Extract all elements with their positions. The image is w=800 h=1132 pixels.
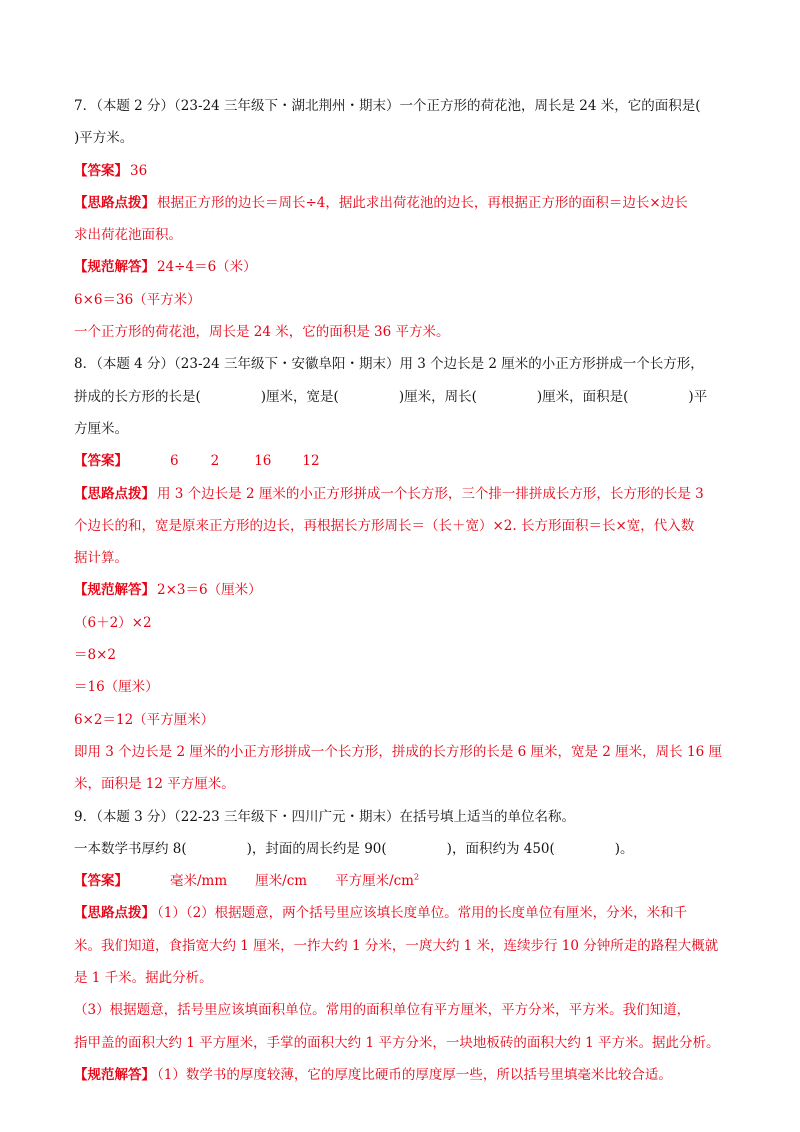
answer-value: 16 xyxy=(254,453,272,470)
hint-tag: 【思路点拨】 xyxy=(74,905,155,922)
answer-value: 36 xyxy=(130,162,148,179)
solution-tag: 【规范解答】 xyxy=(74,259,155,276)
q8-solution-line-5: 6×2＝12（平方厘米） xyxy=(74,711,215,728)
q8-solution-line-2: （6＋2）×2 xyxy=(74,614,152,631)
superscript: 2 xyxy=(414,872,420,882)
answer-unit: 平方厘米/cm xyxy=(335,873,414,890)
q7-solution-line-2: 6×6＝36（平方米） xyxy=(74,291,201,308)
answer-tag: 【答案】 xyxy=(74,873,128,890)
answer-tag: 【答案】 xyxy=(74,162,128,179)
answer-value: 厘米/cm xyxy=(255,873,308,890)
answer-value: 12 xyxy=(302,453,320,470)
hint-text: 根据正方形的边长＝周长÷4，据此求出荷花池的边长，再根据正方形的面积＝边长×边长 xyxy=(157,194,688,211)
answer-value: 6 xyxy=(170,453,179,470)
solution-text: 24÷4＝6（米） xyxy=(157,259,257,276)
q8-hint-line-3: 据计算。 xyxy=(74,550,128,567)
q8-solution-line-3: ＝8×2 xyxy=(74,647,116,664)
answer-value: 2 xyxy=(210,453,220,470)
q9-solution-line-1 xyxy=(74,1065,734,1085)
stem-text: )厘米，宽是( xyxy=(260,388,339,405)
q7-hint-line-2: 求出荷花池面积。 xyxy=(74,227,182,244)
q7-answer xyxy=(74,161,734,181)
q7-solution-line-3: 一个正方形的荷花池，周长是 24 米，它的面积是 36 平方米。 xyxy=(74,324,450,341)
q8-stem-line-2 xyxy=(74,387,734,407)
hint-tag: 【思路点拨】 xyxy=(74,194,155,211)
q8-solution-line-7: 米，面积是 12 平方厘米。 xyxy=(74,776,235,793)
q9-stem-line-2 xyxy=(74,839,734,859)
solution-tag: 【规范解答】 xyxy=(74,1066,155,1083)
stem-text: )厘米，面积是( xyxy=(536,388,629,405)
stem-text: )。 xyxy=(614,840,634,857)
q8-solution-line-1 xyxy=(74,580,734,600)
solution-text: 2×3＝6（厘米） xyxy=(157,582,262,599)
stem-text: )平 xyxy=(688,388,708,405)
q7-stem-line-1: 7．（本题 2 分）（23-24 三年级下・湖北荆州・期末）一个正方形的荷花池，周长是 24 米，它的面积是( xyxy=(74,98,701,114)
answer-tag: 【答案】 xyxy=(74,453,128,470)
document-page xyxy=(74,96,734,1097)
solution-tag: 【规范解答】 xyxy=(74,582,155,599)
q8-stem-line-1: 8．（本题 4 分）（23-24 三年级下・安徽阜阳・期末）用 3 个边长是 2 厘米的小正方形拼成一个长方形， xyxy=(74,356,704,373)
q8-stem-line-3: 方厘米。 xyxy=(74,420,128,437)
q8-hint-line-2: 个边长的和，宽是原来正方形的边长，再根据长方形周长＝（长＋宽）×2. 长方形面积＝长×宽，代入数 xyxy=(74,517,695,534)
q9-answer xyxy=(74,871,734,891)
hint-text: （1）（2）根据题意，两个括号里应该填长度单位。常用的长度单位有厘米，分米，米和千 xyxy=(157,905,688,922)
stem-text: )，面积约为 450( xyxy=(446,840,555,857)
q9-hint-line-1 xyxy=(74,903,734,923)
q9-hint-line-5: 指甲盖的面积大约 1 平方厘米，手掌的面积大约 1 平方分米，一块地板砖的面积大约 1 平方米。据此分析。 xyxy=(74,1034,720,1051)
q9-hint-line-4: （3）根据题意，括号里应该填面积单位。常用的面积单位有平方厘米，平方分米，平方米。我们知道， xyxy=(74,1002,691,1019)
q8-answer xyxy=(74,451,734,471)
stem-text: )，封面的周长约是 90( xyxy=(246,840,387,857)
q7-hint-line-1 xyxy=(74,193,734,213)
q8-solution-line-4: ＝16（厘米） xyxy=(74,679,159,696)
q7-stem-line-2: )平方米。 xyxy=(74,130,134,147)
stem-text: 一本数学书厚约 8( xyxy=(74,840,187,857)
q9-hint-line-2: 米。我们知道，食指宽大约 1 厘米，一拃大约 1 分米，一庹大约 1 米，连续步行 10 分钟所走的路程大概就 xyxy=(74,937,719,954)
stem-text: 拼成的长方形的长是( xyxy=(74,388,201,405)
answer-value xyxy=(335,873,419,889)
q9-stem-line-1: 9．（本题 3 分）（22-23 三年级下・四川广元・期末）在括号填上适当的单位名称。 xyxy=(74,808,575,825)
stem-text: )厘米，周长( xyxy=(398,388,477,405)
q8-hint-line-1 xyxy=(74,484,734,504)
hint-text: 用 3 个边长是 2 厘米的小正方形拼成一个长方形，三个排一排拼成长方形，长方形的长是 3 xyxy=(157,485,704,502)
q8-solution-line-6: 即用 3 个边长是 2 厘米的小正方形拼成一个长方形，拼成的长方形的长是 6 厘米，宽是 2 厘米，周长 16 厘 xyxy=(74,743,722,760)
hint-tag: 【思路点拨】 xyxy=(74,485,155,502)
q9-hint-line-3: 是 1 千米。据此分析。 xyxy=(74,970,213,987)
q7-solution-line-1 xyxy=(74,257,734,277)
answer-value: 毫米/mm xyxy=(170,873,228,890)
solution-text: （1）数学书的厚度较薄，它的厚度比硬币的厚度厚一些，所以括号里填毫米比较合适。 xyxy=(157,1066,672,1083)
